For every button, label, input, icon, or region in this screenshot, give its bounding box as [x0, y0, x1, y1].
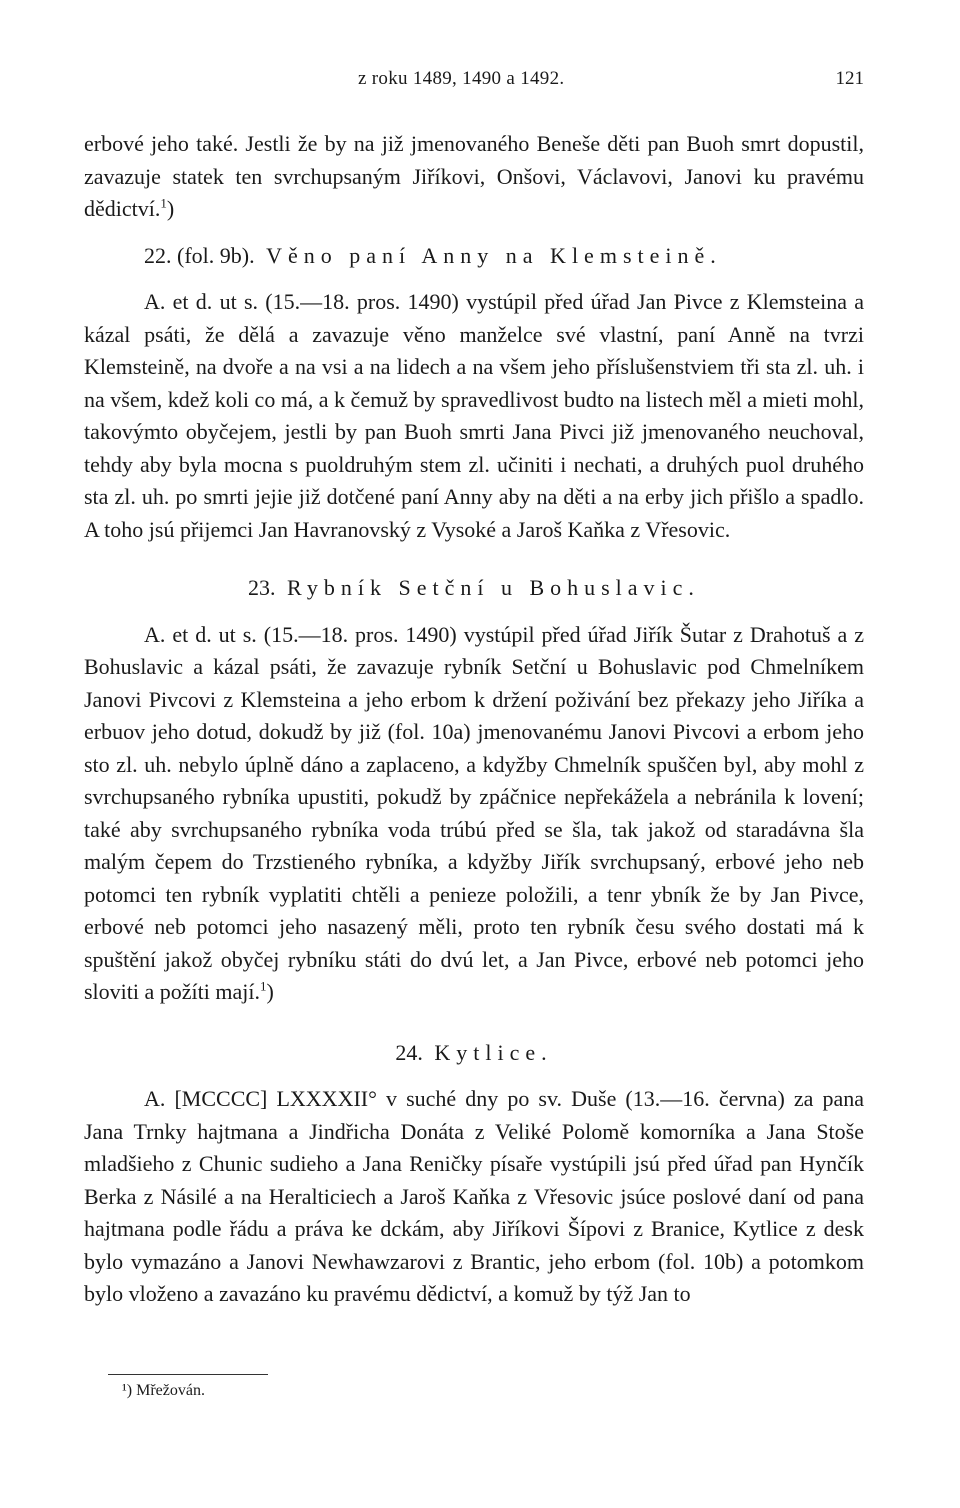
entry-closing: ) — [266, 979, 274, 1004]
continuation-paragraph — [84, 128, 864, 226]
continuation-closing: ) — [166, 196, 175, 221]
entry-title: Kytlice. — [434, 1039, 553, 1065]
footnote-reference: 1 — [160, 195, 167, 211]
entry-number: 24. — [395, 1039, 423, 1065]
entry-heading-24 — [84, 1037, 864, 1070]
entry-number: 23. — [248, 575, 276, 600]
page-number: 121 — [835, 68, 864, 89]
entry-text: A. et d. ut s. (15.—18. pros. 1490) vystúpil před úřad Jiřík Šutar z Drahotuš a z Bohuslavic a kázal psáti, že zavazuje rybník Setční u Bohuslavic pod Chmelníkem Janovi Pivcovi z Klemsteina a jeho erbom k držení poživání bez překazy jeho Jiříka a erbuov jeho dotud, dokudž by již (fol. 10a) jmenovanému Janovi Pivcovi a erbom jeho sto zl. uh. nebylo úplně dáno a zaplaceno, a kdyžby Chmelník spuščen byl, aby mohl z svrchupsaného rybníka upustiti, pokudž by zpáčnice nepřekážela a nebránila k lovení; také aby svrchupsaného rybníka voda trúbú před se šla, tak jakož od staradávna šla malým čepem do Trzstieného rybníka, a kdyžby Jiřík svrchupsaný, erbové jeho neb potomci ten rybník vyplatiti chtěli a penieze položili, a tenr ybník že by Jan Pivce, erbové neb potomci jeho nasazený měli, proto ten rybník česu svého dostati má k spuštění jakož obyčej rybníku státi do dvú let, a Jan Pivce, erbové neb potomci jeho sloviti a požíti mají. — [84, 621, 864, 1004]
entry-heading-23 — [84, 572, 864, 605]
running-title: z roku 1489, 1490 a 1492. — [358, 68, 565, 89]
footnote-text: Mřežován. — [136, 1382, 205, 1399]
entry-number: 22. (fol. 9b). — [144, 242, 255, 268]
entry-paragraph-23 — [84, 619, 864, 1009]
entry-title: Rybník Setční u Bohuslavic. — [287, 575, 700, 600]
footnote — [122, 1380, 205, 1402]
entry-paragraph-24: A. [MCCCC] LXXXXII° v suché dny po sv. Duše (13.—16. června) za pana Jana Trnky hajtmana a Jindřicha Donáta z Veliké Polomě komorníka a Jana Stoše mladšieho z Chunic sudieho a Jana Reničky písaře vystúpili jsú před úřad pan Hynčík Berka z Násilé a na Heralticiech a Jaroš Kaňka z Vřesovic jsúce poslové daní od pana hajtmana podle řádu a práva ke dckám, aby Jiříkovi Šípovi z Branice, Kytlice z desk bylo vymazáno a Janovi Newhawzarovi z Brantic, jeho erbom (fol. 10b) a potomkom bylo vloženo a zavazáno ku pravému dědictví, a komuž by týž Jan to — [84, 1086, 864, 1306]
entry-heading-22 — [84, 240, 864, 273]
body-text — [84, 128, 864, 1311]
footnote-marker: ¹) — [122, 1382, 133, 1399]
footnote-divider — [108, 1374, 268, 1375]
entry-title: Věno paní Anny na Klemsteině. — [266, 242, 722, 268]
continuation-text: erbové jeho také. Jestli že by na již jmenovaného Beneše děti pan Buoh smrt dopustil, zavazuje statek ten svrchupsaným Jiříkovi, Onšovi, Václavovi, Janovi ku pravému dědictví. — [84, 131, 864, 221]
footnote-reference: 1 — [259, 978, 267, 994]
entry-paragraph-22: A. et d. ut s. (15.—18. pros. 1490) vystúpil před úřad Jan Pivce z Klemsteina a kázal psáti, že dělá a zavazuje věno manželce své vlastní, paní Anně na tvrzi Klemsteině, na dvoře a na vsi a na lidech a na všem jeho příslušenstviem tři sta zl. uh. i na všem, kdež koli co má, a k čemuž by spravedlivost budto na listech měl a mieti mohl, takovýmto obyčejem, jestli by pan Buoh smrti Jana Pivci již jmenovaného neuchoval, tehdy aby byla mocna s puoldruhým stem zl. učiniti i nechati, a druhých puol druhého sta zl. uh. po smrti jejie již dotčené paní Anny aby na děti a na erby jich přišlo a spadlo. A toho jsú přijemci Jan Havranovský z Vysoké a Jaroš Kaňka z Vřesovic. — [84, 289, 864, 542]
